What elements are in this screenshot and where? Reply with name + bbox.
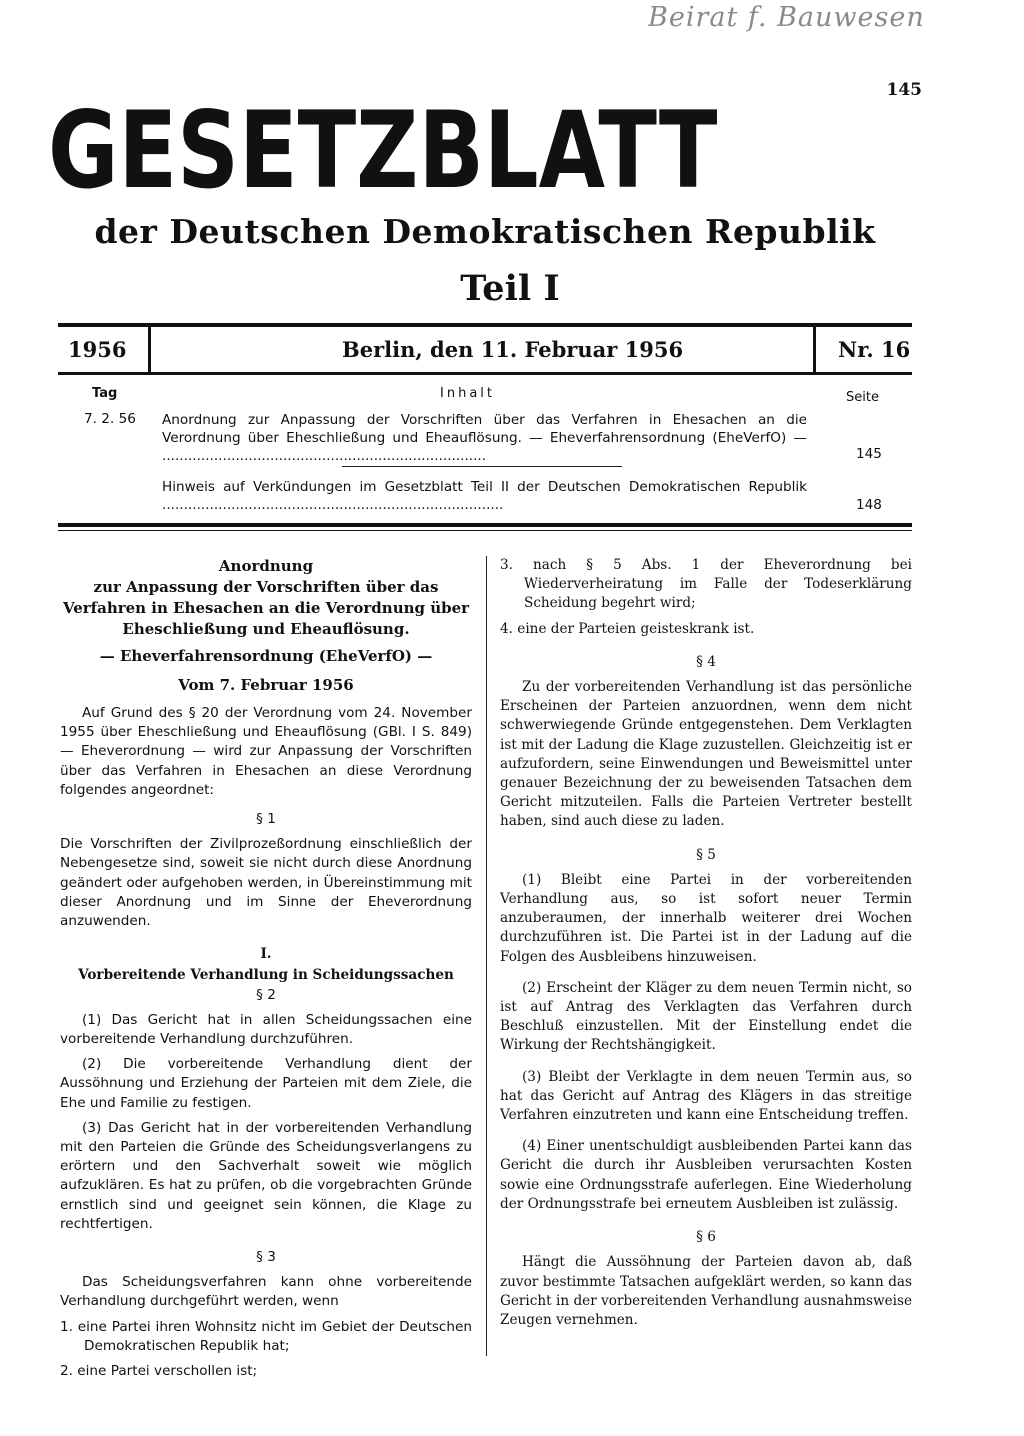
paragraph: (3) Das Gericht hat in der vorbereitenden Verhandlung mit den Parteien die Gründe des Scheidungsverlangens zu erörtern und den Sachverhalt soweit wie möglich aufzuklären. Es hat zu prüfen, ob die vorgebrachten Gründe ernstlich sind und geeignet sein können, die Klage zu rechtfertigen. (60, 1119, 472, 1232)
toc-entry-day: 7. 2. 56 (84, 411, 136, 427)
part-number: I. (260, 946, 272, 963)
list-item: 3. nach § 5 Abs. 1 der Eheverordnung bei Wiederverheiratung im Falle der Todeserklärung Scheidung begehrt wird; (500, 557, 912, 612)
toc-entry-page: 148 (856, 497, 882, 513)
column-divider (486, 556, 487, 1356)
masthead-subtitle: der Deutschen Demokratischen Republik (94, 212, 876, 251)
section-heading: § 3 (256, 1249, 276, 1266)
paragraph: (1) Das Gericht hat in allen Scheidungssachen eine vorbereitende Verhandlung durchzuführen. (60, 1011, 472, 1048)
paragraph: (2) Erscheint der Kläger zu dem neuen Termin nicht, so ist auf Antrag des Verklagten das Verfahren durch Beschluß einzustellen. Mit der Einstellung endet die Wirkung der Rechtshängigkeit. (500, 979, 912, 1054)
issue-year: 1956 (68, 337, 127, 362)
top-rule (58, 323, 912, 327)
list-item: 4. eine der Parteien geisteskrank ist. (500, 620, 755, 637)
paragraph: (1) Bleibt eine Partei in der vorbereitenden Verhandlung aus, so ist sofort neuer Termin anzuberaumen, der innerhalb weiterer drei Wochen durchzuführen ist. Die Partei ist in der Ladung auf die Folgen des Ausbleibens hinzuweisen. (500, 871, 912, 965)
decree-title: zur Anpassung der Vorschriften über das Verfahren in Ehesachen an die Verordnung über Eheschließung und Eheauflösung. (62, 578, 470, 638)
paragraph: (3) Bleibt der Verklagte in dem neuen Termin aus, so hat das Gericht auf Antrag des Klägers in das streitige Verfahren einzutreten und kann eine Entscheidung treffen. (500, 1068, 912, 1124)
paragraph: (4) Einer unentschuldigt ausbleibenden Partei kann das Gericht die durch ihr Ausbleiben verursachten Kosten sowie eine Ordnungsstrafe auferlegen. Eine Wiederholung der Ordnungsstrafe bei erneutem Ausbleiben ist zulässig. (500, 1138, 912, 1212)
handwritten-note: Beirat f. Bauwesen (648, 2, 925, 33)
toc-contents-header: Inhalt (440, 386, 495, 401)
divider (148, 326, 151, 372)
masthead-title: GESETZBLATT (48, 89, 718, 212)
masthead-part: Teil I (460, 268, 560, 309)
section-heading: § 6 (696, 1229, 716, 1246)
paragraph: Zu der vorbereitenden Verhandlung ist das persönliche Erscheinen der Parteien anzuordnen, wenn dem nicht schwerwiegende Gründe entgegenstehen. Dem Verklagten ist mit der Ladung die Klage zuzustellen. Gleichzeitig ist er aufzufordern, seine Einwendungen und Beweismittel unter genauer Bezeichnung der zu beweisenden Tatsachen dem Gericht mitzuteilen. Falls die Parteien Vertreter bestellt haben, sind auch diese zu laden. (500, 679, 912, 830)
list-item: 1. eine Partei ihren Wohnsitz nicht im Gebiet der Deutschen Demokratischen Republik hat; (60, 1318, 472, 1354)
contents-bottom-rule (58, 530, 912, 531)
left-column (60, 556, 472, 1387)
page-number: 145 (886, 80, 922, 100)
paragraph: Das Scheidungsverfahren kann ohne vorbereitende Verhandlung durchgeführt werden, wenn (60, 1274, 472, 1310)
toc-entry-text: Hinweis auf Verkündungen im Gesetzblatt Teil II der Deutschen Demokratischen Republik ............................................................................... (162, 479, 807, 513)
paragraph: Die Vorschriften der Zivilprozeßordnung einschließlich der Nebengesetze sind, soweit sie nicht durch diese Anordnung geändert oder aufgehoben werden, in Übereinstimmung mit dieser Anordnung und im Sinne der Eheverordnung anzuwenden. (60, 836, 472, 930)
toc-separator (342, 466, 622, 467)
toc-entry-text: Anordnung zur Anpassung der Vorschriften über das Verfahren in Ehesachen an die Verordnung über Eheschließung und Eheauflösung. — Eheverfahrensordnung (EheVerfO) — ........................................................................... (162, 412, 807, 464)
decree-date: Vom 7. Februar 1956 (178, 676, 354, 694)
issue-number: Nr. 16 (838, 337, 911, 362)
decree-title: Anordnung (218, 557, 314, 575)
toc-day-header: Tag (92, 386, 118, 401)
section-heading: § 2 (256, 986, 276, 1003)
toc-entry-page: 145 (856, 446, 882, 462)
right-column (500, 556, 912, 1336)
divider (813, 326, 816, 372)
bar-rule (58, 372, 912, 375)
paragraph: (2) Die vorbereitende Verhandlung dient der Aussöhnung und Erziehung der Parteien mit dem Ziele, die Ehe und Familie zu festigen. (60, 1056, 472, 1111)
part-title: Vorbereitende Verhandlung in Scheidungssachen (78, 967, 454, 984)
contents-bottom-rule (58, 523, 912, 527)
paragraph: Hängt die Aussöhnung der Parteien davon ab, daß zuvor bestimmte Tatsachen aufgeklärt werden, so kann das Gericht in der vorbereitenden Verhandlung ausnahmsweise Zeugen vernehmen. (500, 1254, 912, 1328)
issue-date: Berlin, den 11. Februar 1956 (342, 337, 684, 362)
section-heading: § 1 (256, 811, 276, 828)
list-item: 2. eine Partei verschollen ist; (60, 1363, 258, 1380)
section-heading: § 4 (696, 653, 716, 670)
section-heading: § 5 (696, 846, 716, 863)
decree-short-title: — Eheverfahrensordnung (EheVerfO) — (99, 647, 433, 665)
preamble: Auf Grund des § 20 der Verordnung vom 24. November 1955 über Eheschließung und Eheauflösung (GBl. I S. 849) — Eheverordnung — wird zur Anpassung der Vorschriften über das Verfahren in Ehesachen an diese Verordnung folgendes angeordnet: (60, 705, 472, 798)
toc-page-header: Seite (846, 390, 879, 405)
